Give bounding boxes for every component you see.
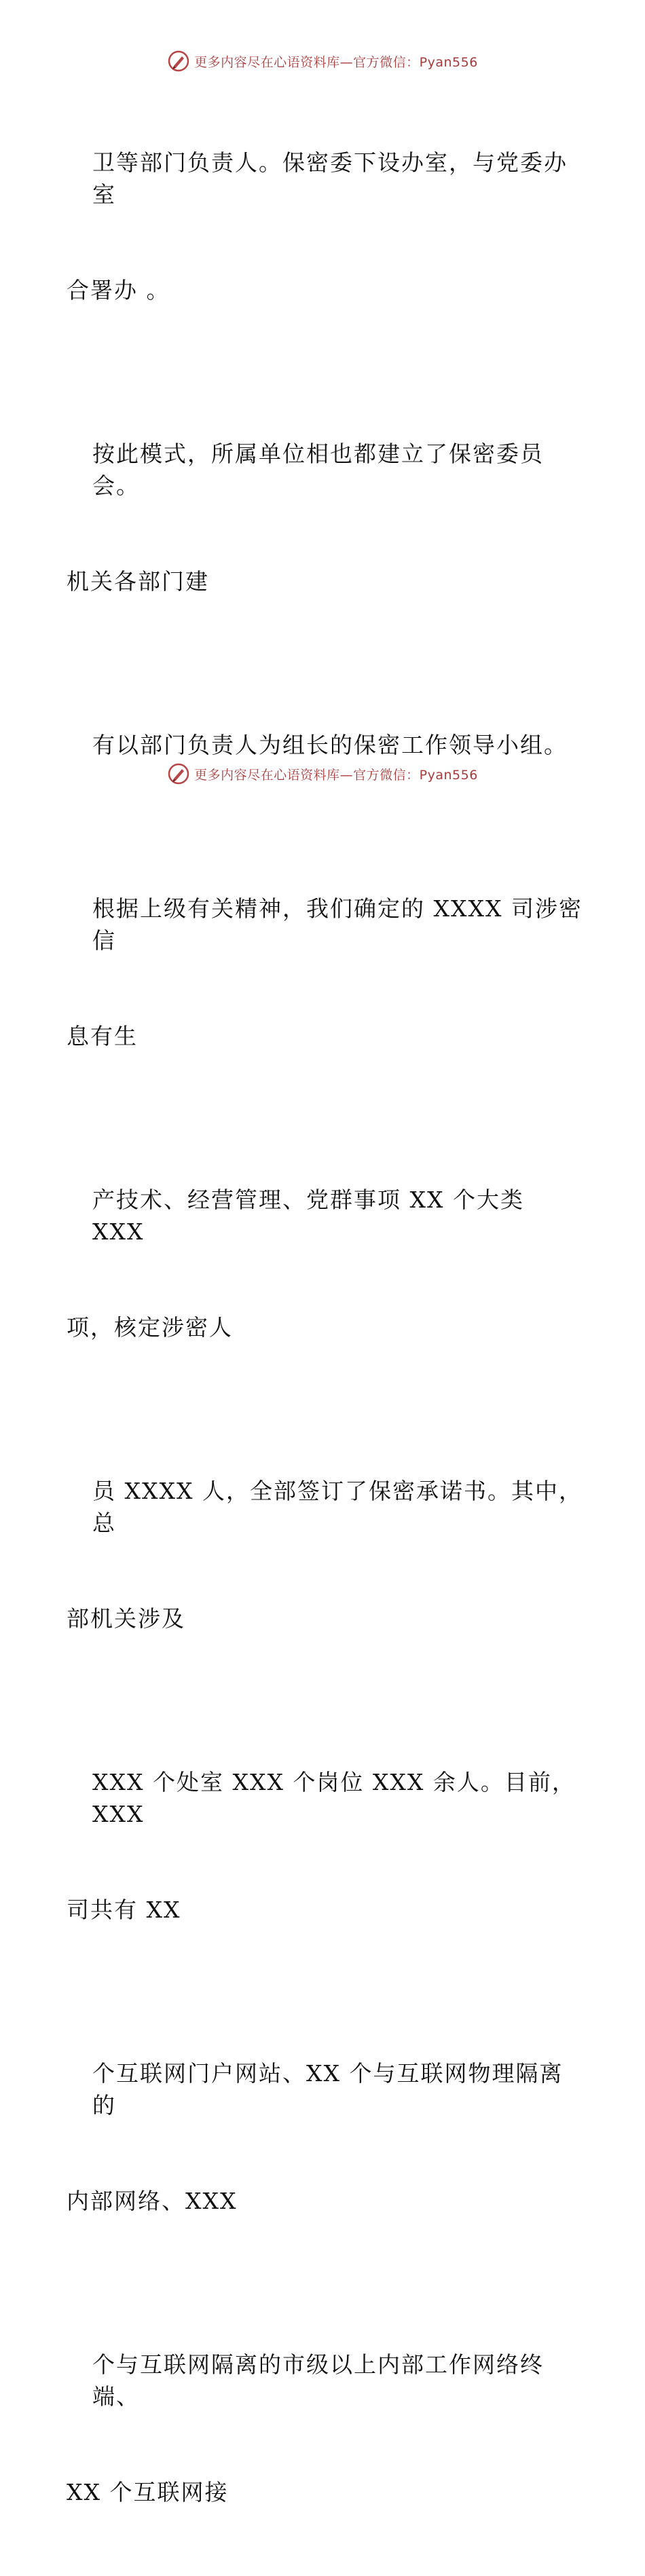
text-line: 息有生 — [67, 1023, 138, 1049]
paragraph — [67, 1702, 583, 1990]
pen-logo-icon — [167, 50, 190, 73]
text-line: 合署办 。 — [67, 277, 170, 303]
text-line: 司共有 XX — [67, 1897, 181, 1923]
paragraph — [67, 374, 583, 661]
text-line: 机关各部门建 — [67, 568, 209, 595]
text-line: 个互联网门户网站、XX 个与互联网物理隔离的 — [92, 2060, 564, 2118]
watermark-text: 更多内容尽在心语资料库—官方微信：Pyan556 — [194, 54, 478, 70]
paragraph — [67, 2285, 583, 2572]
watermark-text: 更多内容尽在心语资料库—官方微信：Pyan556 — [194, 767, 478, 783]
text-line: 有以部门负责人为组长的保密工作领导小组。 — [92, 732, 568, 758]
text-line: 项，核定涉密人 — [67, 1314, 233, 1341]
paragraph — [67, 83, 583, 370]
watermark-top — [0, 48, 645, 75]
paragraph — [67, 665, 583, 825]
pen-logo-icon — [167, 762, 190, 785]
text-line: 个与互联网隔离的市级以上内部工作网络终端、 — [92, 2351, 544, 2410]
paragraph — [67, 1994, 583, 2281]
text-line: 卫等部门负责人。保密委下设办室，与党委办室 — [92, 149, 568, 208]
text-line: 根据上级有关精神，我们确定的 XXXX 司涉密信 — [92, 895, 583, 954]
document-body — [67, 83, 583, 2576]
text-line: XX 个互联网接 — [67, 2479, 229, 2505]
paragraph — [67, 1120, 583, 1407]
text-line: 员 XXXX 人，全部签订了保密承诺书。其中，总 — [92, 1478, 583, 1536]
text-line: 内部网络、XXX — [67, 2188, 238, 2214]
watermark-bottom — [0, 760, 645, 787]
paragraph — [67, 1411, 583, 1698]
text-line: 产技术、经营管理、党群事项 XX 个大类 XXX — [92, 1187, 533, 1245]
text-line: 按此模式，所属单位相也都建立了保密委员会。 — [92, 441, 544, 499]
paragraph — [67, 829, 583, 1116]
text-line: XXX 个处室 XXX 个岗位 XXX 余人。目前，XXX — [92, 1769, 576, 1827]
text-line: 部机关涉及 — [67, 1605, 185, 1632]
